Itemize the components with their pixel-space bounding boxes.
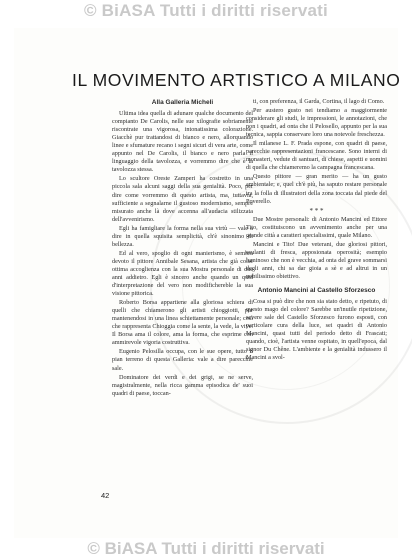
paragraph: Lo scultore Oreste Zamperi ha costretto in una piccola sala alcuni saggi della sua genialità. Poco, per dire come vorremmo di questo artista, ma, tuttavia, sufficiente a segnalarne il gustoso modernismo, sempre misurato anche là dove accenna all'audacia stilizzata dell'avvenirismo. bbox=[112, 175, 253, 223]
watermark-top: © BiASA Tutti i diritti riservati bbox=[84, 1, 328, 20]
paragraph: Per austero gusto nei tendiamo a maggiormente considerare gli studi, le impressioni, le annotazioni, che non i quadri, ad onta che il Pelosello, appunto per la sua tecnica, sappia conservare loro una notevole freschezza. bbox=[246, 107, 387, 139]
right-column bbox=[246, 98, 387, 363]
paragraph: Ultima idea quella di adunare qualche documento del compianto De Carolis, nelle sue xilografie sobriamente riscontrate una vigorosa, intonatissima colorazione. Giacchè pur trattandosi di bianco e nero, allorquando linee e sfumature recano i segni sicuri di vera arte, come appunto nel De Carolis, il bianco e nero parla il linguaggio della tavolozza, e vorremmo dire che è la tavolozza stessa. bbox=[112, 110, 253, 174]
paragraph: Due Mostre personali: di Antonio Mancini ed Ettore Tito, costituiscono un avvenimento anche per una grande città a caratteri specialissimi, quale Milano. bbox=[246, 215, 387, 239]
left-column bbox=[112, 98, 253, 399]
paragraph: ti, con preferenza, il Garda, Cortina, il lago di Como. bbox=[253, 98, 385, 105]
paragraph: Dominatore dei verdi e dei grigi, se ne serve, magistralmente, nella ricca gamma episodica de' suoi quadri di paese, toccan- bbox=[112, 373, 253, 397]
section-separator: * * * bbox=[309, 206, 324, 215]
page-title: IL MOVIMENTO ARTISTICO A MILANO bbox=[72, 70, 401, 90]
paragraph: Roberto Borsa appartiene alla gloriosa schiera di quelli che chiamerono gli artisti chioggiotti, pur mantenendosi in una linea schiettamente personale; così che rappresenta Chioggia come la sente, la vede, la vive. Il Borsa ama il colore, ama la forma, che esprime con ammirevole vigoria costruttiva. bbox=[112, 299, 253, 347]
paragraph: Egli ha famigliare la forma nella sua virtù — vale a dire in quella squisita semplicità, ch'è sinonimo di bellezza. bbox=[112, 224, 253, 248]
section-heading-micheli: Alla Galleria Micheli bbox=[151, 99, 214, 106]
paragraph: Il milanese L. F. Prada espone, con quadri di paese, parecchie rappresentazioni francescane. Sono interni di monasteri, vedute di santuari, di chiese, aspetti e uomini di quella che chiameremo la campagna francescana. bbox=[246, 140, 387, 172]
watermark-bottom: © BiASA Tutti i diritti riservati bbox=[87, 539, 325, 558]
section-heading-mancini: Antonio Mancini al Castello Sforzesco bbox=[257, 287, 376, 295]
paragraph: Cosa si può dire che non sia stato detto, e ripetuto, di questo mago del colore? Sarebbe un'inutile ripetizione, severe sale del Castello Sforzesco furono esposti, con particolare cura della luce, sei quadri di Antonio Mancini, quasi tutti del periodo detto di Frascati; quando, cioè, l'artista venne ospitato, in quell'epoca, dal signor Du Chêne. L'ambiente e la genialità indussero il Mancini a svol- bbox=[246, 298, 387, 362]
paragraph: Eugenio Pelosilla occupa, con le sue opere, tutto il pian terreno di questa Galleria: vale a dire parecchie sale. bbox=[112, 348, 253, 372]
page-number: 42 bbox=[101, 491, 110, 500]
paragraph: Questo pittore — gran merito — ha un gusto ambientale; e, quel ch'è più, ha saputo restare personale tra la folla di illustratori della zona toccata dal piede del Poverello. bbox=[246, 173, 387, 205]
paragraph: Ed al vero, spoglio di ogni manierismo, è sembra devoto il pittore Annibale Sesana, artista che già colse ottima accoglienza con la sua Mostra personale di due anni addietro. Egli è sincero anche quando un quid d'interpretazione del vero non modifichereble la sua visione pittorica. bbox=[112, 249, 253, 298]
paragraph: Mancini e Tito! Due veterani, due gloriosi pittori, esulanti di fresca, apposionata operosità; esempio luminoso che non è vecchia, ad onta del grave sommarsi degli anni, chi sa dar gioia a sè e ad altrui in un nobilissimo obiettivo. bbox=[246, 240, 387, 280]
